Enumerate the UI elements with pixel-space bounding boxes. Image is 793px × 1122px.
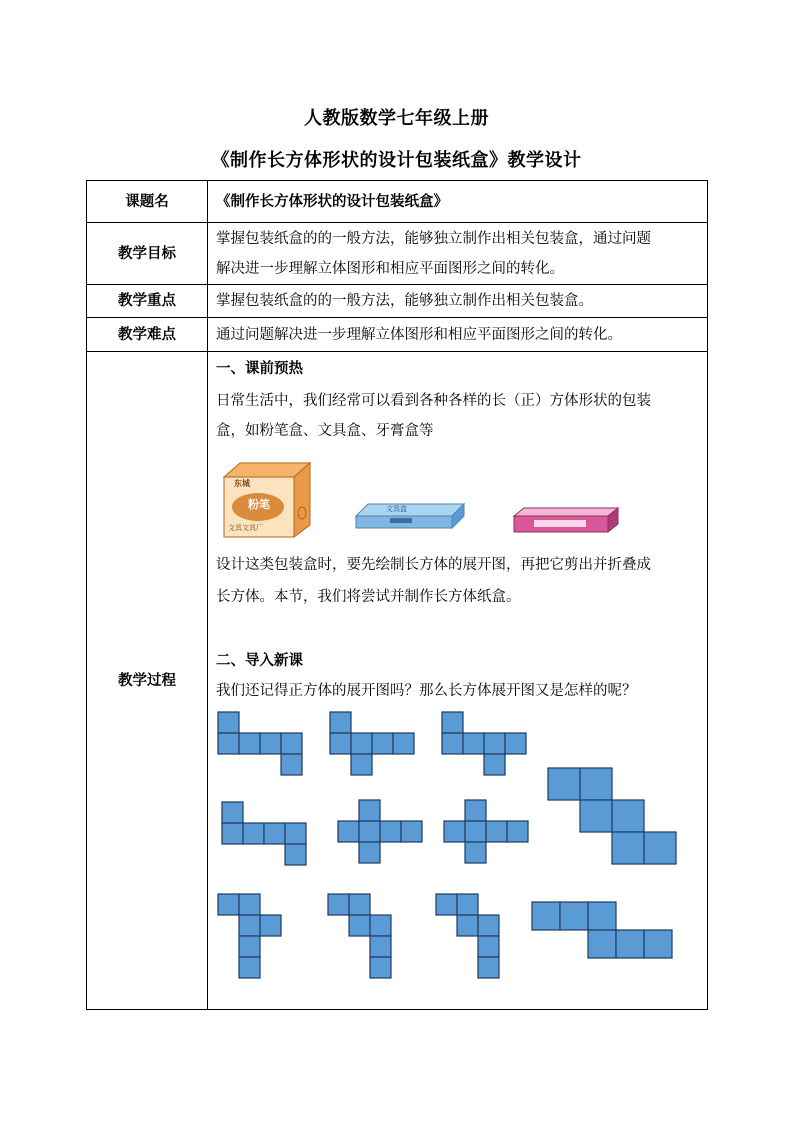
net-square xyxy=(588,902,616,930)
net-square xyxy=(260,733,281,754)
net-square xyxy=(644,832,676,864)
net-square xyxy=(484,754,505,775)
row-value-key-points: 掌握包装纸盒的的一般方法，能够独立制作出相关包装盒。 xyxy=(208,285,708,318)
net-square xyxy=(486,821,507,842)
net-square xyxy=(239,733,260,754)
net-square xyxy=(580,768,612,800)
net-square xyxy=(478,936,499,957)
net-square xyxy=(484,733,505,754)
net-square xyxy=(239,957,260,978)
row-label-key-points: 教学重点 xyxy=(87,285,208,318)
net-square xyxy=(644,930,672,958)
table-row xyxy=(87,285,708,318)
chalk-box-maker: 文具文具厂 xyxy=(228,524,263,532)
net-square xyxy=(281,733,302,754)
table-row xyxy=(87,223,708,285)
net-square xyxy=(548,768,580,800)
page-title-line1: 人教版数学七年级上册 xyxy=(304,108,489,129)
net-square xyxy=(442,712,463,733)
net-square xyxy=(401,821,422,842)
objectives-line1: 掌握包装纸盒的的一般方法，能够独立制作出相关包装盒，通过问题 xyxy=(216,230,651,247)
net-square xyxy=(328,894,349,915)
row-label-difficulties: 教学难点 xyxy=(87,318,208,352)
net-square xyxy=(218,712,239,733)
net-square xyxy=(222,802,243,823)
net-square xyxy=(243,823,264,844)
net-square xyxy=(532,902,560,930)
net-square xyxy=(505,733,526,754)
net-square xyxy=(588,930,616,958)
net-square xyxy=(349,915,370,936)
net-square xyxy=(359,842,380,863)
table-row xyxy=(87,352,708,1010)
row-value-objectives xyxy=(208,223,708,285)
pencil-box-label: 文具盒 xyxy=(386,505,407,513)
net-square xyxy=(393,733,414,754)
table-row xyxy=(87,181,708,223)
net-square xyxy=(285,823,306,844)
net-square xyxy=(507,821,528,842)
net-square xyxy=(442,733,463,754)
net-square xyxy=(465,821,486,842)
row-label-topic: 课题名 xyxy=(87,181,208,223)
net-square xyxy=(330,733,351,754)
net-square xyxy=(222,823,243,844)
net-square xyxy=(370,915,391,936)
section1-paragraph2-line2: 长方体。本节，我们将尝试并制作长方体纸盒。 xyxy=(216,589,521,605)
section1-paragraph2-line1: 设计这类包装盒时，要先绘制长方体的展开图，再把它剪出并折叠成 xyxy=(216,557,651,573)
net-square xyxy=(239,894,260,915)
net-square xyxy=(285,844,306,865)
net-square xyxy=(616,930,644,958)
net-square xyxy=(239,915,260,936)
section1-paragraph1-line1: 日常生活中，我们经常可以看到各种各样的长（正）方体形状的包装 xyxy=(216,393,651,409)
section2-paragraph1: 我们还记得正方体的展开图吗？那么长方体展开图又是怎样的呢？ xyxy=(216,683,637,699)
net-square xyxy=(372,733,393,754)
net-square xyxy=(239,936,260,957)
net-square xyxy=(444,821,465,842)
net-square xyxy=(380,821,401,842)
table-row xyxy=(87,318,708,352)
lesson-plan-table xyxy=(86,180,708,1010)
net-square xyxy=(465,842,486,863)
unfolded-nets-figure xyxy=(208,352,708,1008)
net-square xyxy=(218,894,239,915)
net-square xyxy=(436,894,457,915)
section2-heading: 二、导入新课 xyxy=(216,653,303,669)
net-square xyxy=(465,800,486,821)
chalk-box-brand: 东城 xyxy=(234,479,250,488)
net-square xyxy=(478,915,499,936)
row-value-difficulties: 通过问题解决进一步理解立体图形和相应平面图形之间的转化。 xyxy=(208,318,708,352)
net-square xyxy=(349,894,370,915)
net-square xyxy=(260,915,281,936)
net-square xyxy=(463,733,484,754)
net-square xyxy=(330,712,351,733)
net-square xyxy=(370,957,391,978)
row-value-process xyxy=(208,352,708,1010)
net-square xyxy=(370,936,391,957)
row-label-process: 教学过程 xyxy=(87,352,208,1010)
net-square xyxy=(359,821,380,842)
net-square xyxy=(580,800,612,832)
net-square xyxy=(612,800,644,832)
row-label-objectives: 教学目标 xyxy=(87,223,208,285)
page-title-line2: 《制作长方体形状的设计包装纸盒》教学设计 xyxy=(211,150,582,171)
net-square xyxy=(612,832,644,864)
chalk-box-label: 粉笔 xyxy=(248,498,270,511)
net-square xyxy=(478,957,499,978)
section1-paragraph1-line2: 盒，如粉笔盒、文具盒、牙膏盒等 xyxy=(216,423,434,439)
net-square xyxy=(218,733,239,754)
net-square xyxy=(351,754,372,775)
net-square xyxy=(560,902,588,930)
section1-heading: 一、课前预热 xyxy=(216,361,303,377)
net-square xyxy=(338,821,359,842)
objectives-line2: 解决进一步理解立体图形和相应平面图形之间的转化。 xyxy=(216,260,564,277)
net-square xyxy=(351,733,372,754)
net-square xyxy=(457,894,478,915)
net-square xyxy=(264,823,285,844)
row-value-topic: 《制作长方体形状的设计包装纸盒》 xyxy=(208,181,708,223)
net-square xyxy=(281,754,302,775)
net-square xyxy=(457,915,478,936)
net-square xyxy=(359,800,380,821)
